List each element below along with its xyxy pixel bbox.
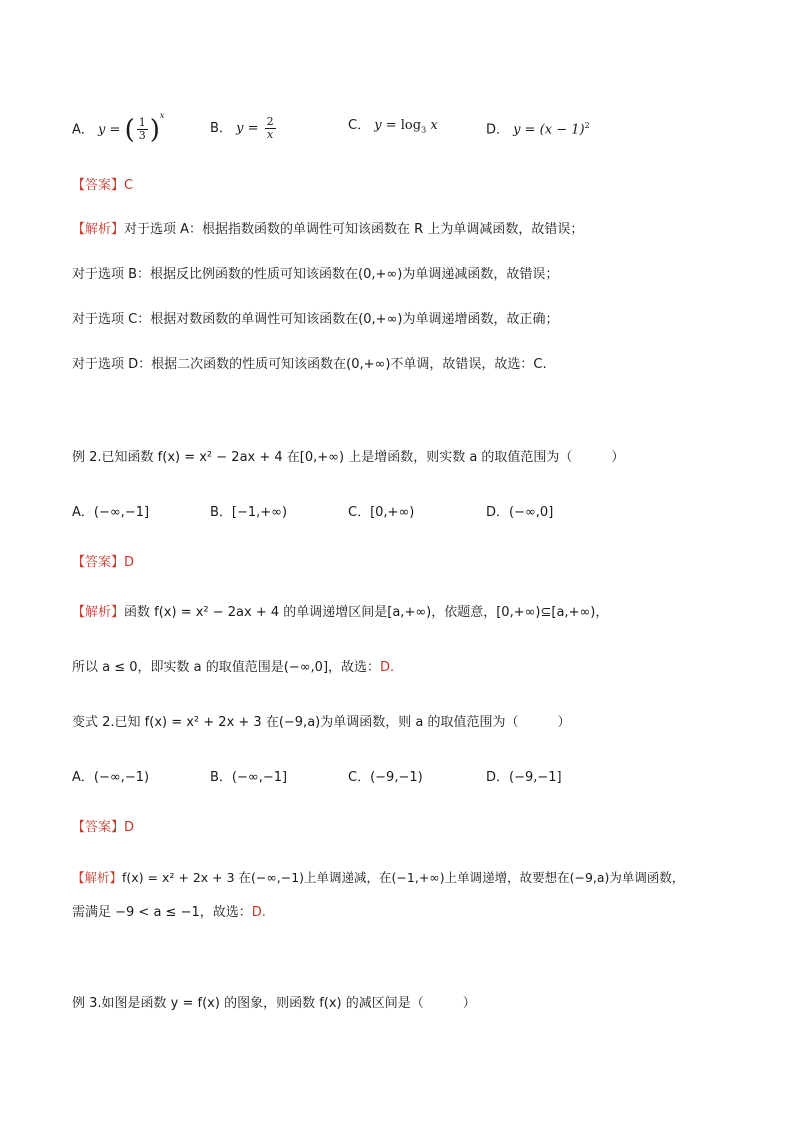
q4-stem: 例 3.如图是函数 y = f(x) 的图象，则函数 f(x) 的减区间是（ ） xyxy=(72,996,476,1011)
answer-value: D xyxy=(124,555,135,570)
answer-value: C xyxy=(124,178,134,193)
q2-answer xyxy=(72,553,754,573)
q1-analysis-line-1: 【解析】对于选项 A：根据指数函数的单调性可知该函数在 R 上为单调减函数，故错误； xyxy=(72,222,584,237)
q1-option-c: C． $y = \log_3 x$ xyxy=(348,118,438,135)
q1-option-b: B． y = $\frac{2}{x}$ xyxy=(210,115,274,141)
analysis-tag: 【解析】 xyxy=(72,605,125,620)
q3-option-a: A．(−∞,−1) xyxy=(72,770,150,785)
q3-analysis-line-1: 【解析】f(x) = x² + 2x + 3 在(−∞,−1)上单调递减，在(−1,+∞)上单调递增，故要想在(−9,a)为单调函数， xyxy=(72,870,685,885)
analysis-tag: 【解析】 xyxy=(72,222,125,237)
answer-tag: 【答案】 xyxy=(72,178,125,193)
answer-tag: 【答案】 xyxy=(72,555,125,570)
q3-option-c: C．(−9,−1) xyxy=(348,770,423,785)
q2-analysis-line-2: 所以 a ≤ 0，即实数 a 的取值范围是(−∞,0]，故选：D. xyxy=(72,660,395,675)
q2-option-b: B．[−1,+∞) xyxy=(210,505,288,520)
q1-answer xyxy=(72,176,754,196)
q1-analysis-line-4: 对于选项 D：根据二次函数的性质可知该函数在(0,+∞)不单调，故错误，故选：C. xyxy=(72,357,547,372)
q3-analysis-line-2: 需满足 −9 < a ≤ −1，故选：D. xyxy=(72,905,266,920)
q2-option-d: D．(−∞,0] xyxy=(486,505,554,520)
analysis-tag: 【解析】 xyxy=(72,870,123,885)
q2-stem: 例 2.已知函数 f(x) = x² − 2ax + 4 在[0,+∞) 上是增函数，则实数 a 的取值范围为（ ） xyxy=(72,450,625,465)
q1-option-a: A． y = ( $\frac{1}{3}$ )$^x$ xyxy=(72,111,165,145)
answer-value: D xyxy=(124,820,135,835)
q2-option-c: C．[0,+∞) xyxy=(348,505,415,520)
q3-stem: 变式 2.已知 f(x) = x² + 2x + 3 在(−9,a)为单调函数，则 a 的取值范围为（ ） xyxy=(72,715,571,730)
q3-option-b: B．(−∞,−1] xyxy=(210,770,288,785)
q2-analysis-line-1: 【解析】函数 f(x) = x² − 2ax + 4 的单调递增区间是[a,+∞)，依题意，[0,+∞)⊆[a,+∞)， xyxy=(72,605,609,620)
q1-option-d: D． $y = (x - 1)^2$ xyxy=(486,121,590,138)
q1-analysis-line-2: 对于选项 B：根据反比例函数的性质可知该函数在(0,+∞)为单调递减函数，故错误； xyxy=(72,267,559,282)
q3-answer xyxy=(72,818,754,838)
answer-tag: 【答案】 xyxy=(72,820,125,835)
q2-option-a: A．(−∞,−1] xyxy=(72,505,150,520)
q3-option-d: D．(−9,−1] xyxy=(486,770,562,785)
q1-analysis-line-3: 对于选项 C：根据对数函数的单调性可知该函数在(0,+∞)为单调递增函数，故正确； xyxy=(72,312,559,327)
